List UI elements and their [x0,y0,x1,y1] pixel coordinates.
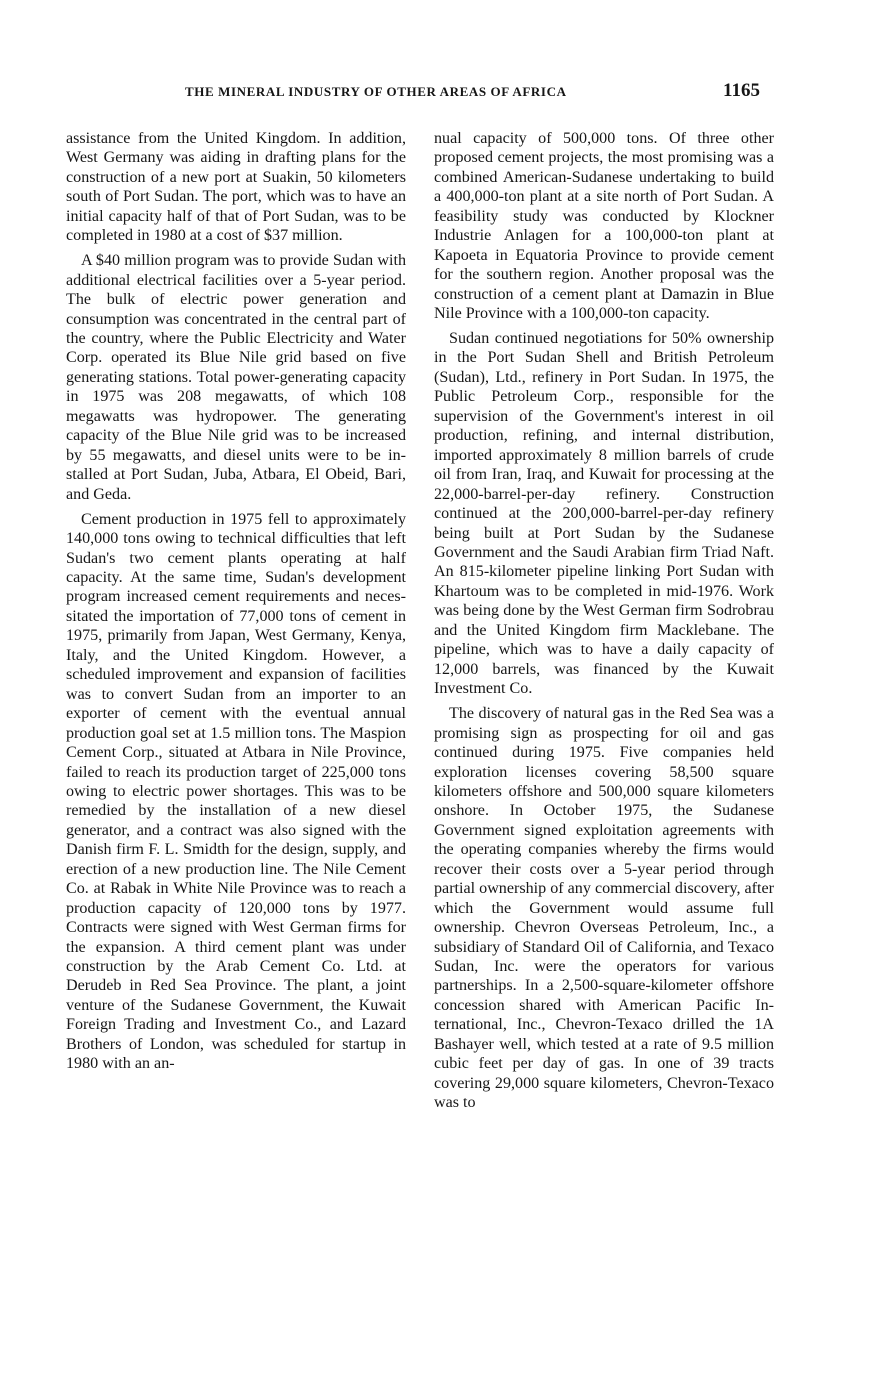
paragraph-natural-gas: The discovery of natural gas in the Red Sea was a promising sign as prospecting for oil and gas continued during 1975. Five companies held exploration licenses covering 58,500 square kilometers offshore and 500,000 square kilometers onshore. In October 1975, the Sudanese Government signed exploitation agreements with the operating companies whereby the firms would recover their costs over a 5-year period through partial ownership of any commercial discovery, after which the Government would assume full ownership. Chevron Overseas Petroleum, Inc., a subsidiary of Standard Oil of California, and Texaco Sudan, Inc. were the operators for various partnerships. In a 2,500-square-kilometer offshore concession shared with American Pacific International, Inc., Chevron-Texaco drilled the 1A Bashayer well, which tested at a rate of 9.5 million cubic feet per day of gas. In one of 39 tracts covering 29,000 square kilometers, Chevron-Texaco was to [434,705,774,1112]
paragraph-electrical-facilities: A $40 million program was to provide Sudan with additional electrical facilities over a 5-year period. The bulk of electric power generation and consumption was concentrated in the central part of the country, where the Public Electricity and Water Corp. operated its Blue Nile grid based on five generating stations. Total power-generating capacity in 1975 was 208 megawatts, of which 108 megawatts was hydropower. The generating capacity of the Blue Nile grid was to be increased by 55 megawatts, and diesel units were to be installed at Port Sudan, Juba, Atbara, El Obeid, Bari, and Geda. [66,252,406,503]
paragraph-refinery: Sudan continued negotiations for 50% ownership in the Port Sudan Shell and British Petroleum (Sudan), Ltd., refinery in Port Sudan. In 1975, the Public Petroleum Corp., responsible for the supervision of the Government's interest in oil production, refining, and internal distribution, imported approximately 8 million barrels of crude oil from Iran, Iraq, and Kuwait for processing at the 22,000-barrel-per-day refinery. Construction continued at the 200,000-barrel-per-day refinery being built at Port Sudan by the Sudanese Government and the Saudi Arabian firm Triad Naft. An 815-kilometer pipeline linking Port Sudan with Khartoum was to be completed in mid-1976. Work was being done by the West German firm Sodrobrau and the United Kingdom firm Macklebane. The pipeline, which was to have a daily capacity of 12,000 barrels, was financed by the Kuwait Investment Co. [434,330,774,698]
paragraph-cement-projects: nual capacity of 500,000 tons. Of three other proposed cement projects, the most promising was a combined American-Sudanese undertaking to build a 400,000-ton plant at a site north of Port Sudan. A feasibility study was conducted by Klockner Industrie Anlagen for a 100,000-ton plant at Kapoeta in Equatoria Province to provide cement for the southern region. Another proposal was the construction of a cement plant at Damazin in Blue Nile Province with a 100,000-ton capacity. [434,130,774,323]
page-number: 1165 [723,80,760,101]
running-head-title: THE MINERAL INDUSTRY OF OTHER AREAS OF AFRICA [185,84,567,99]
running-header [60,80,770,104]
paragraph-cement-production: Cement production in 1975 fell to approximately 140,000 tons owing to technical difficulties that left Sudan's two cement plants operating at half capacity. At the same time, Sudan's development program increased cement requirements and necessitated the importation of 77,000 tons of cement in 1975, primarily from Japan, West Germany, Kenya, Italy, and the United Kingdom. However, a scheduled improvement and expansion of facilities was to convert Sudan from an importer to an exporter of cement with the eventual annual production goal set at 1.5 million tons. The Maspion Cement Corp., situated at Atbara in Nile Province, failed to reach its production target of 225,000 tons owing to electric power shortages. This was to be remedied by the installation of a new diesel generator, and a contract was also signed with the Danish firm F. L. Smidth for the design, supply, and erection of a new production line. The Nile Cement Co. at Rabak in White Nile Province was to reach a production capacity of 120,000 tons by 1977. Contracts were signed with West German firms for the expansion. A third cement plant was under construction by the Arab Cement Co. Ltd. at Derudeb in Red Sea Province. The plant, a joint venture of the Sudanese Government, the Kuwait Foreign Trading and Investment Co., and Lazard Brothers of London, was scheduled for startup in 1980 with an an- [66,510,406,1073]
paragraph-port-suakin: assistance from the United Kingdom. In addition, West Germany was aiding in drafting plans for the construction of a new port at Suakin, 50 kilometers south of Port Sudan. The port, which was to have an initial capacity half of that of Port Sudan, was to be completed in 1980 at a cost of $37 million. [66,130,406,245]
left-column [66,129,406,1079]
right-column [434,129,774,1118]
